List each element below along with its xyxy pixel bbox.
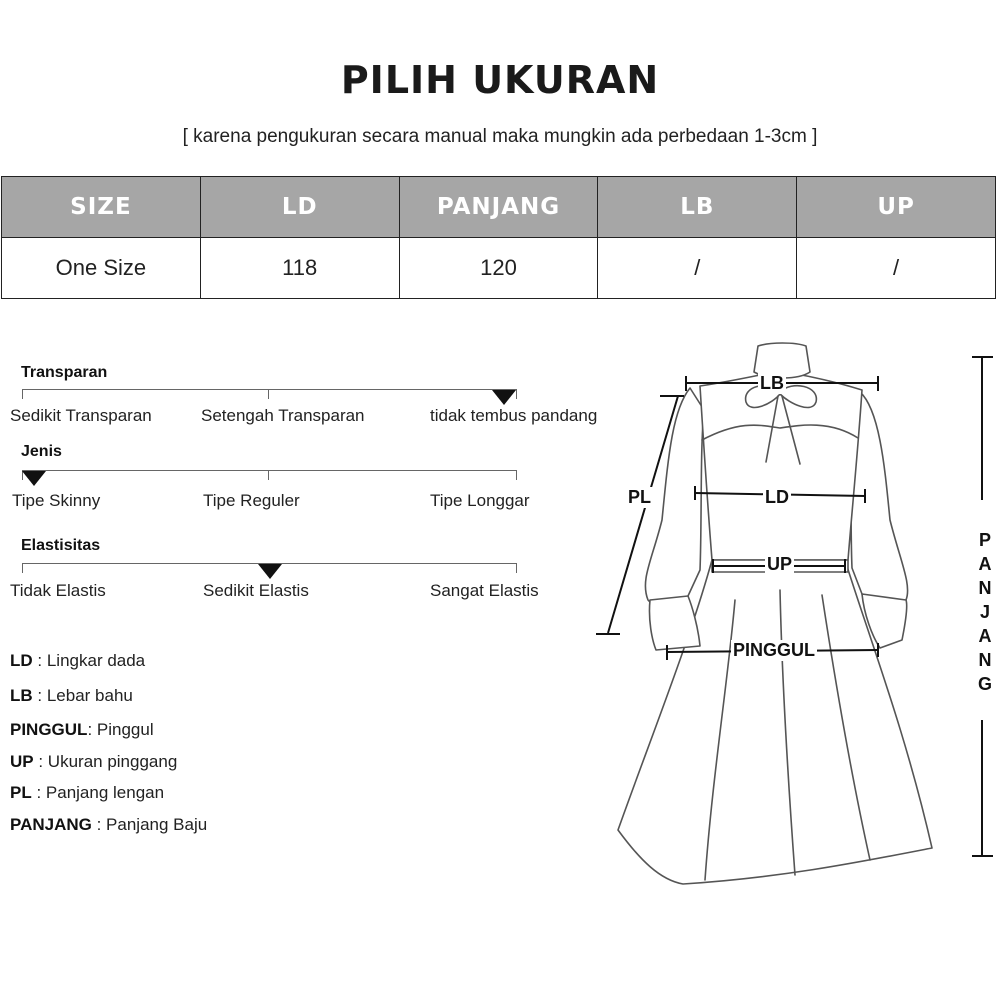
scale-option: Tidak Elastis	[10, 581, 106, 600]
label-pl: PL	[628, 487, 652, 507]
scale-option: Sangat Elastis	[430, 581, 539, 600]
legend-abbr: UP	[10, 752, 34, 771]
scale-title: Transparan	[21, 364, 108, 381]
scale-option: tidak tembus pandang	[430, 406, 598, 425]
scale-option: Tipe Reguler	[203, 491, 300, 510]
legend-abbr: PL	[10, 783, 32, 802]
panjang-letter: N	[978, 650, 992, 670]
legend-abbr: PINGGUL	[10, 720, 88, 739]
legend-item	[10, 752, 177, 772]
label-up: UP	[767, 554, 793, 574]
scale-tick	[516, 470, 517, 480]
dress-left-cuff	[649, 596, 700, 650]
legend-item	[10, 815, 207, 835]
cell-up: /	[797, 238, 996, 299]
label-pinggul: PINGGUL	[733, 640, 816, 660]
scale-tick	[516, 389, 517, 399]
scale-option: Sedikit Transparan	[10, 406, 152, 425]
triangle-down-icon	[492, 390, 516, 405]
panjang-letter: A	[978, 554, 992, 574]
legend-sep: :	[33, 752, 48, 771]
header-up: UP	[797, 177, 996, 238]
cell-panjang: 120	[399, 238, 598, 299]
size-table-header-row	[2, 177, 996, 238]
table-row	[2, 238, 996, 299]
page-title: PILIH UKURAN	[340, 58, 660, 102]
panjang-letter: A	[978, 626, 992, 646]
legend-abbr: LD	[10, 651, 33, 670]
scale-title: Elastisitas	[21, 537, 101, 554]
legend-item	[10, 720, 154, 740]
legend-abbr: PANJANG	[10, 815, 92, 834]
cell-size: One Size	[2, 238, 201, 299]
label-panjang-vertical	[975, 528, 995, 696]
scale-tick	[22, 389, 23, 399]
legend-sep: :	[91, 815, 107, 834]
legend-desc: Lebar bahu	[46, 686, 133, 705]
scale-option: Tipe Skinny	[12, 491, 101, 510]
legend-sep: :	[32, 651, 47, 670]
dress-diagram	[590, 330, 1000, 900]
scale-tick	[516, 563, 517, 573]
header-size: SIZE	[2, 177, 201, 238]
legend-abbr: LB	[10, 686, 33, 705]
size-table	[1, 176, 996, 299]
label-lb: LB	[760, 373, 784, 393]
scale-option: Setengah Transparan	[201, 406, 365, 425]
cell-lb: /	[598, 238, 797, 299]
legend-sep: :	[87, 720, 97, 739]
dress-bodice	[700, 372, 862, 560]
legend-desc: Panjang lengan	[45, 783, 165, 802]
scale-line	[22, 470, 517, 471]
scale-option: Tipe Longgar	[430, 491, 530, 510]
scale-title: Jenis	[21, 443, 62, 460]
header-ld: LD	[200, 177, 399, 238]
measurement-note: [ karena pengukuran secara manual maka mungkin ada perbedaan 1-3cm ]	[182, 126, 818, 147]
legend-desc: Pinggul	[96, 720, 154, 739]
scale-tick	[268, 470, 269, 480]
scale-tick	[22, 563, 23, 573]
legend-desc: Lingkar dada	[46, 651, 146, 670]
header-panjang: PANJANG	[399, 177, 598, 238]
cell-ld: 118	[200, 238, 399, 299]
header-lb: LB	[598, 177, 797, 238]
panjang-letter: G	[977, 674, 992, 694]
legend-item	[10, 686, 133, 706]
legend-desc: Panjang Baju	[106, 815, 208, 834]
panjang-letter: J	[979, 602, 990, 622]
legend-sep: :	[32, 686, 47, 705]
legend-sep: :	[31, 783, 46, 802]
legend-item	[10, 783, 164, 803]
triangle-down-icon	[258, 564, 282, 579]
label-ld: LD	[765, 487, 789, 507]
legend-item	[10, 651, 145, 671]
scale-option: Sedikit Elastis	[203, 581, 309, 600]
triangle-down-icon	[22, 471, 46, 486]
panjang-letter: P	[978, 530, 991, 550]
scale-tick	[268, 389, 269, 399]
legend-desc: Ukuran pinggang	[47, 752, 178, 771]
scale-line	[22, 389, 517, 390]
panjang-letter: N	[978, 578, 992, 598]
